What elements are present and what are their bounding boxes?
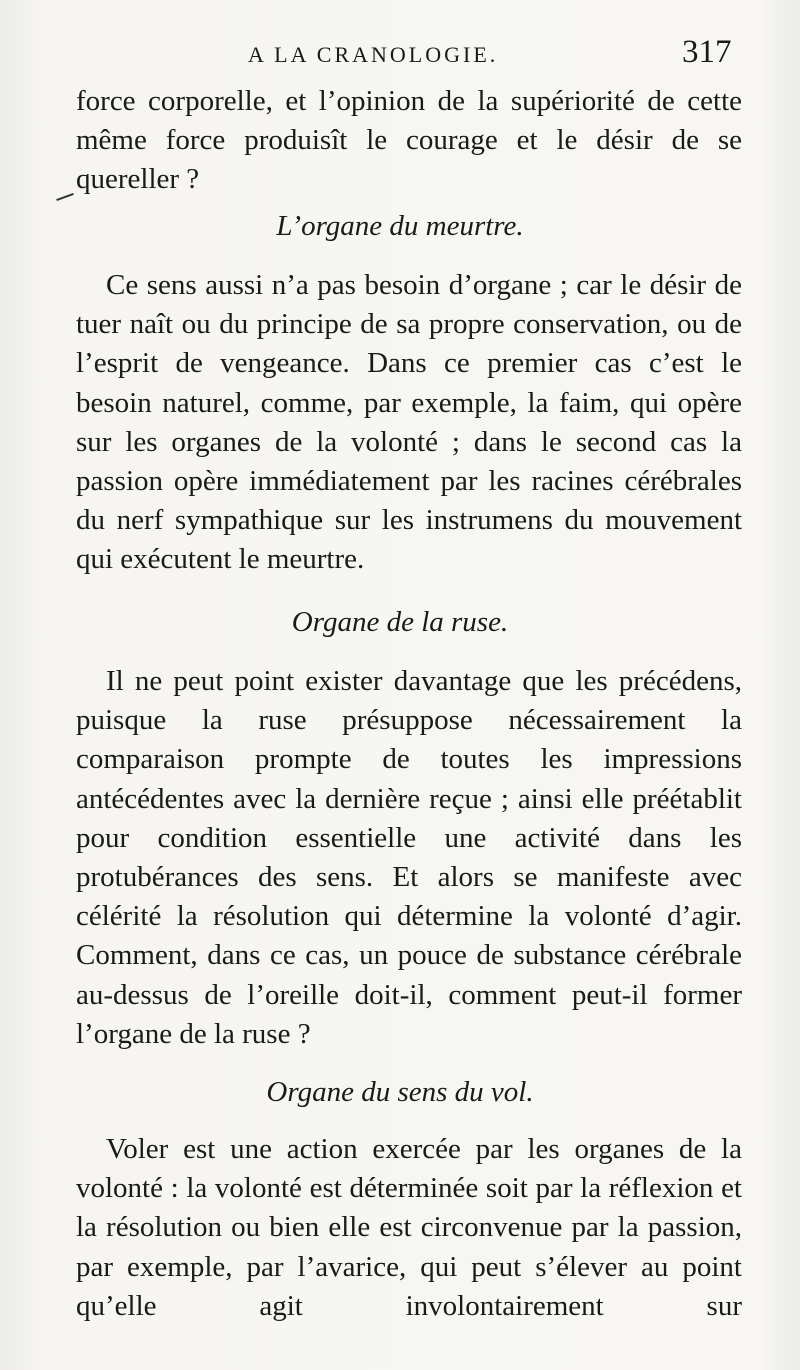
- section-heading-ruse: Organe de la ruse.: [291, 606, 509, 638]
- section-heading-vol: Organe du sens du vol.: [266, 1076, 534, 1108]
- paragraph-2: Ce sens aussi n’a pas besoin d’organe ; car le désir de tuer naît ou du principe de sa propre conservation, ou de l’esprit de vengeance. Dans ce premier cas c’est le besoin naturel, comme, par exemple, la faim, qui opère sur les organes de la volonté ; dans le second cas la passion opère immédiatement par les racines cérébrales du nerf sympathique sur les instrumens du mouvement qui exécutent le meurtre.: [76, 269, 742, 576]
- page-number: 317: [682, 34, 732, 70]
- paragraph-1: force corporelle, et l’opinion de la supériorité de cette même force produisît le courage et le désir de se quereller ?: [76, 85, 742, 196]
- paragraph-4: Voler est une action exercée par les organes de la volonté : la volonté est déterminée soit par la réflexion et la résolution ou bien elle est circonvenue par la passion, par exemple, par l’avarice, qui peut s’élever au point qu’elle agit involontairement sur: [76, 1133, 742, 1322]
- section-heading-meurtre: L’organe du meurtre.: [276, 210, 524, 242]
- paragraph-3: Il ne peut point exister davantage que les précédens, puisque la ruse présuppose nécessairement la comparaison prompte de toutes les impressions antécédentes avec la dernière reçue ; ainsi elle préétablit pour condition essentielle une activité dans les protubérances des sens. Et alors se manifeste avec célérité la résolution qui détermine la volonté d’agir. Comment, dans ce cas, un pouce de substance cérébrale au-dessus de l’oreille doit-il, comment peut-il former l’organe de la ruse ?: [76, 665, 742, 1050]
- margin-mark: [56, 193, 74, 201]
- running-title: A LA CRANOLOGIE.: [248, 42, 499, 67]
- page-header: [0, 34, 800, 82]
